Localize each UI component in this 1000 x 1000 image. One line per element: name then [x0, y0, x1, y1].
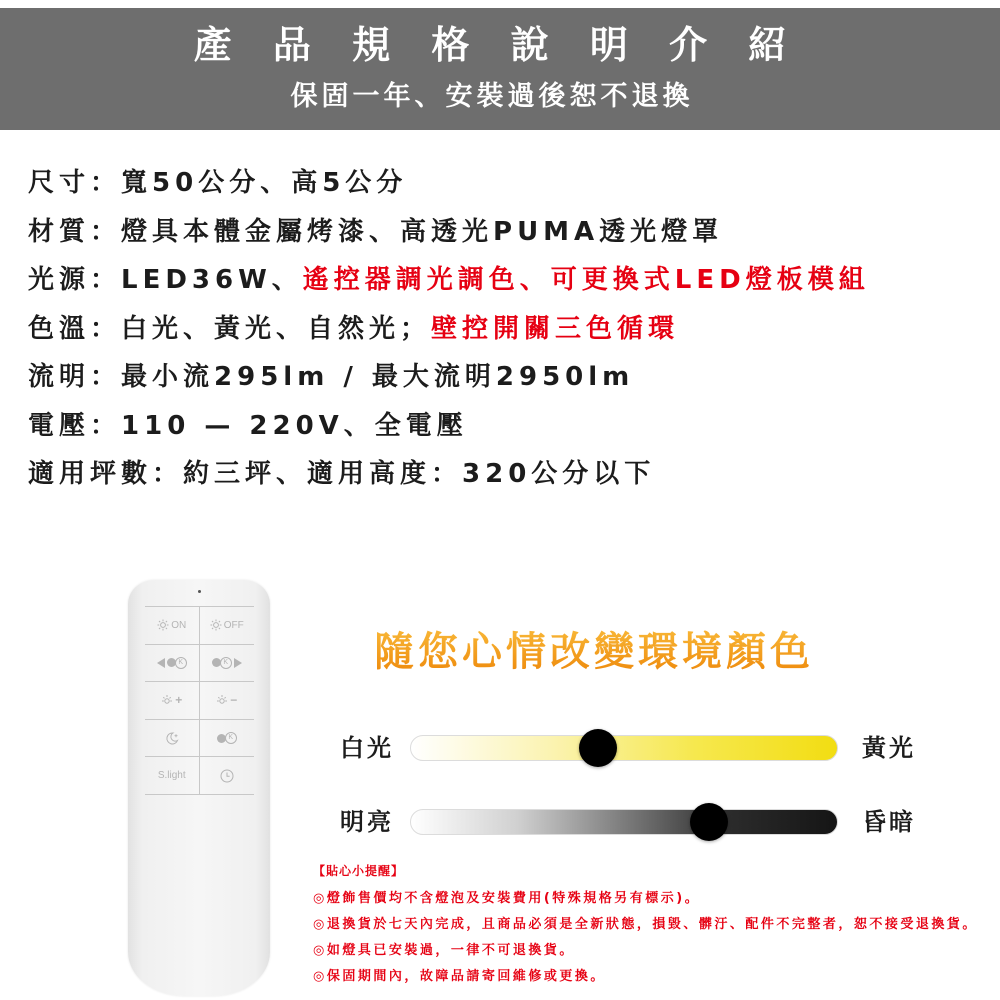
remote-button-label: −	[230, 693, 238, 708]
slider-track	[410, 735, 838, 761]
remote-s-light-button	[145, 757, 200, 795]
remote-button-label: +	[175, 693, 183, 708]
remote-button-label: OFF	[223, 619, 244, 631]
spec-value: 寬50公分、高5公分	[121, 168, 408, 198]
right-arrow-icon	[234, 658, 242, 668]
remote-on-button	[145, 607, 200, 645]
remote-off-button	[200, 607, 255, 645]
slider-right-label: 昏暗	[862, 808, 916, 836]
warranty-subtitle: 保固一年、安裝過後恕不退換	[290, 81, 694, 112]
spec-list	[28, 159, 988, 499]
sun-icon	[216, 694, 228, 706]
spec-row-lumens	[28, 353, 988, 402]
slider-track	[410, 809, 838, 835]
k-circle-icon: K	[175, 657, 187, 669]
spec-row-voltage	[28, 402, 988, 451]
spec-value: 燈具本體金屬烤漆、高透光PUMA透光燈罩	[121, 216, 724, 247]
note-item: ◎保固期間內，故障品請寄回維修或更換。	[313, 969, 606, 984]
remote-warm-color-button	[145, 645, 200, 683]
spec-label: 流明：	[28, 362, 122, 392]
notes-title: 【貼心小提醒】	[313, 864, 405, 878]
note-item: ◎退換貨於七天內完成，且商品必須是全新狀態，損毀、髒汙、配件不完整者，恕不接受退換貨。	[313, 917, 978, 932]
k-circle-icon: K	[220, 657, 232, 669]
sun-icon	[161, 694, 173, 706]
remote-button-label: S.light	[157, 770, 186, 782]
notes-list	[313, 886, 993, 990]
spec-label: 尺寸：	[28, 168, 122, 198]
sun-icon	[157, 619, 169, 631]
spec-highlight: 遙控器調光調色、可更換式LED燈板模組	[302, 265, 870, 295]
spec-row-color-temperature	[28, 305, 988, 354]
remote-button-label: ON	[171, 619, 187, 631]
spec-value: 最小流295lm / 最大流明2950lm	[121, 362, 635, 392]
mood-heading: 隨您心情改變環境顏色	[374, 630, 974, 674]
note-item: ◎燈飾售價均不含燈泡及安裝費用(特殊規格另有標示)。	[313, 891, 701, 906]
moon-icon	[165, 731, 179, 745]
spec-row-material	[28, 208, 988, 257]
page-title: 產 品 規 格 說 明 介 紹	[193, 23, 801, 67]
slider-knob	[579, 729, 617, 767]
remote-control	[128, 580, 270, 996]
remote-night-light-button	[145, 720, 200, 758]
left-arrow-icon	[157, 658, 165, 668]
remote-brightness-down-button	[200, 682, 255, 720]
spec-label: 適用坪數：	[28, 459, 184, 489]
spec-highlight: 壁控開關三色循環	[431, 313, 680, 344]
slider-left-label: 白光	[340, 734, 394, 762]
spec-value: 白光、黃光、自然光；	[121, 313, 432, 344]
remote-brightness-up-button	[145, 682, 200, 720]
color-temperature-slider	[340, 729, 940, 767]
brightness-slider	[340, 803, 940, 841]
sun-icon	[210, 619, 222, 631]
slider-left-label: 明亮	[340, 808, 394, 836]
spec-value: 約三坪、適用高度：320公分以下	[183, 459, 656, 489]
note-item: ◎如燈具已安裝過，一律不可退換貨。	[313, 943, 575, 958]
spec-row-light-source	[28, 256, 988, 305]
spec-row-size	[28, 159, 988, 208]
spec-value: LED36W、	[121, 265, 303, 295]
clock-icon	[220, 769, 234, 783]
remote-timer-button	[200, 757, 255, 795]
spec-label: 色溫：	[28, 313, 122, 344]
remote-cool-color-button	[200, 645, 255, 683]
spec-row-coverage	[28, 450, 988, 499]
spec-label: 光源：	[28, 265, 122, 295]
remote-button-panel	[145, 606, 254, 795]
spec-label: 電壓：	[28, 410, 122, 441]
ir-emitter-dot	[198, 590, 201, 593]
k-circle-icon: K	[225, 732, 237, 744]
remote-color-cycle-button	[200, 720, 255, 758]
slider-knob	[690, 803, 728, 841]
slider-right-label: 黃光	[862, 734, 916, 762]
spec-label: 材質：	[28, 216, 122, 247]
spec-value: 110 — 220V、全電壓	[121, 410, 468, 441]
